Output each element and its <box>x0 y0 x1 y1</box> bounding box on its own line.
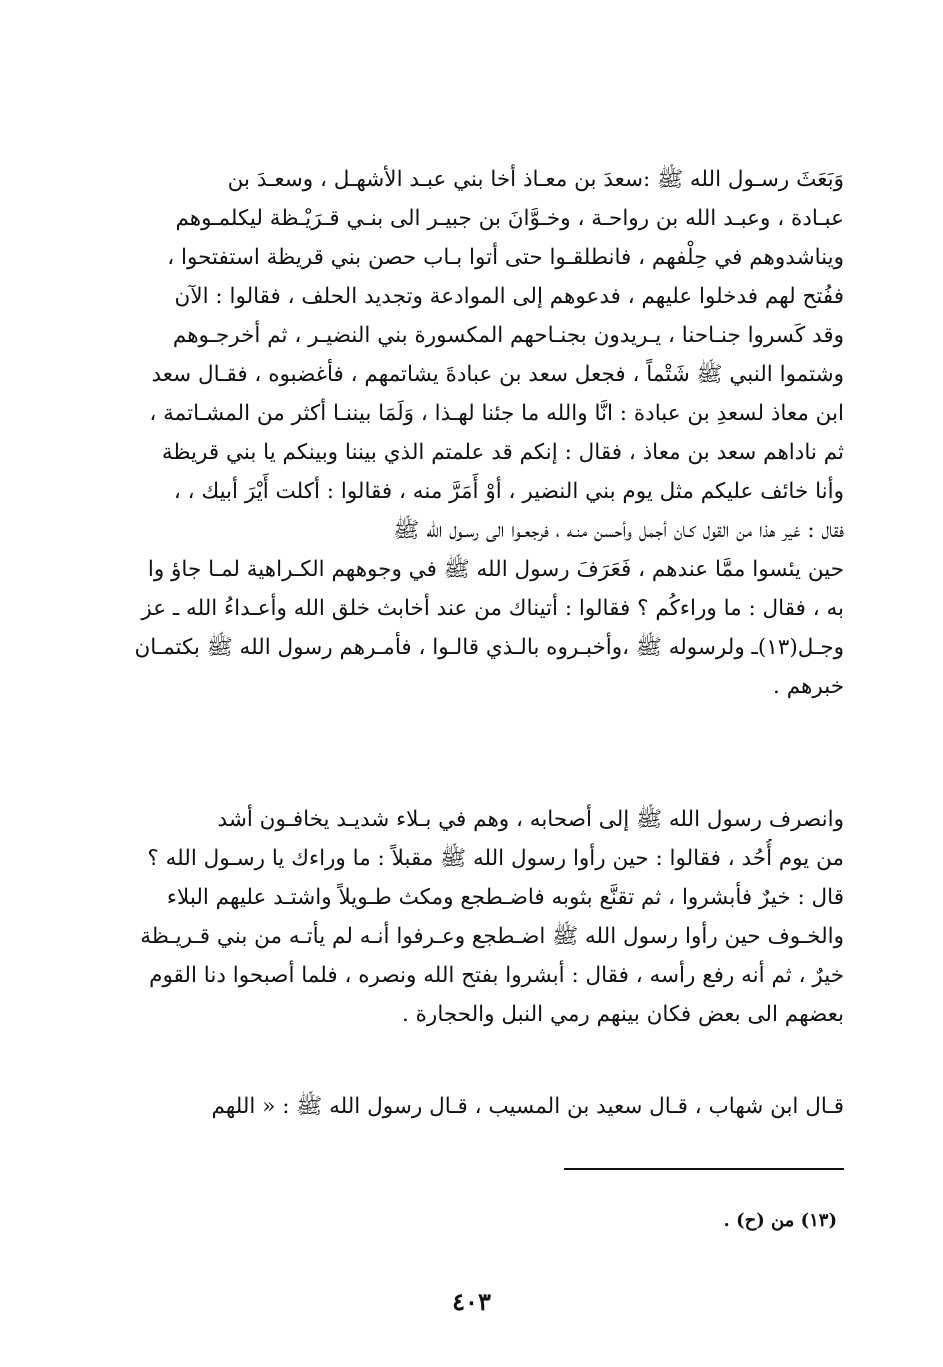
text-line: به ، فقال : ما وراءكُم ؟ فقالوا : أتيناك من عند أخابث خلق الله وأعـداءُ الله ـ عز <box>141 596 844 621</box>
paragraph-3 <box>108 1087 844 1126</box>
text-line: وجـل(١٣)ـ ولرسوله ﷺ ،وأخبـروه بالـذي قالـوا ، فأمـرهم رسول الله ﷺ بكتمـان <box>134 635 844 660</box>
paragraph-2 <box>108 800 844 1034</box>
footnote: (١٣) من (ح) . <box>723 1210 837 1231</box>
text-line: خيرٌ ، ثم أنه رفع رأسه ، فقال : أبشروا بفتح الله ونصره ، فلما أصبحوا دنا القوم <box>149 963 844 988</box>
text-line: وَبَعَثَ رسـول الله ﷺ :سعدَ بن معـاذ أخا بني عبـد الأشهـل ، وسعـدَ بن <box>227 167 844 192</box>
text-line: وشتموا النبي ﷺ شَتْماً ، فجعل سعد بن عبادةَ يشاتمهم ، فأغضبوه ، فقـال سعد <box>151 362 844 387</box>
text-line: قـال ابن شهاب ، قـال سعيد بن المسيب ، قـال رسول الله ﷺ : « اللهم <box>211 1094 844 1119</box>
text-line: والخـوف حين رأوا رسول الله ﷺ اضـطجع وعـرفوا أنـه لم يأتـه من بني قـريـظة <box>140 924 844 949</box>
footnote-divider <box>564 1168 844 1170</box>
text-line: عبـادة ، وعبـد الله بن رواحـة ، وخـوَّانَ بن جبيـر الى بنـي قـرَيْـظة ليكلمـوهم <box>175 206 844 231</box>
text-line: ويناشدوهم في حِلْفهم ، فانطلقـوا حتى أتوا بـاب حصن بني قريظة استفتحوا ، <box>167 245 844 270</box>
text-line: وانصرف رسول الله ﷺ إلى أصحابه ، وهم في بـلاء شديـد يخافـون أشد <box>217 807 844 832</box>
text-line: من يوم أُحُد ، فقالوا : حين رأوا رسول الله ﷺ مقبلاً : ما وراءك يا رسـول الله ؟ <box>147 846 844 871</box>
paragraph-1 <box>108 160 844 706</box>
text-line: ففُتح لهم فدخلوا عليهم ، فدعوهم إلى الموادعة وتجديد الحلف ، فقالوا : الآن <box>174 284 844 309</box>
page-number: ٤٠٣ <box>452 1287 491 1316</box>
text-line: بعضهم الى بعض فكان بينهم رمي النبل والحجارة . <box>402 1002 844 1027</box>
text-line: فقال : غير هذا من القول كـان أجمل وأحسن منـه ، فرجعـوا الى رسـول الله ﷺ <box>393 518 844 543</box>
text-line: وقد كَسروا جنـاحنا ، يـريدون بجنـاحهم المكسورة بني النضيـر ، ثم أخرجـوهم <box>172 323 844 348</box>
text-line: قال : خيرٌ فأبشروا ، ثم تقنَّع بثوبه فاضـطجع ومكث طـويلاً واشتـد عليهم البلاء <box>166 885 844 910</box>
text-line: وأنا خائف عليكم مثل يوم بني النضير ، أوْ أَمَرَّ منه ، فقالوا : أكلت أَيْرَ أبيك ، ، <box>173 479 844 504</box>
text-line: ابن معاذ لسعدِ بن عبادة : انَّا والله ما جئنا لهـذا ، وَلَمَا بيننـا أكثر من المشـاتمة ، <box>149 401 844 426</box>
text-line: حين يئسوا ممَّا عندهم ، فَعَرَفَ رسول الله ﷺ في وجوههم الكـراهية لمـا جاؤ وا <box>147 557 844 582</box>
text-line: ثم ناداهم سعد بن معاذ ، فقال : إنكم قد علمتم الذي بيننا وبينكم يا بني قريظة <box>161 440 844 465</box>
text-line: خبرهم . <box>773 674 844 699</box>
